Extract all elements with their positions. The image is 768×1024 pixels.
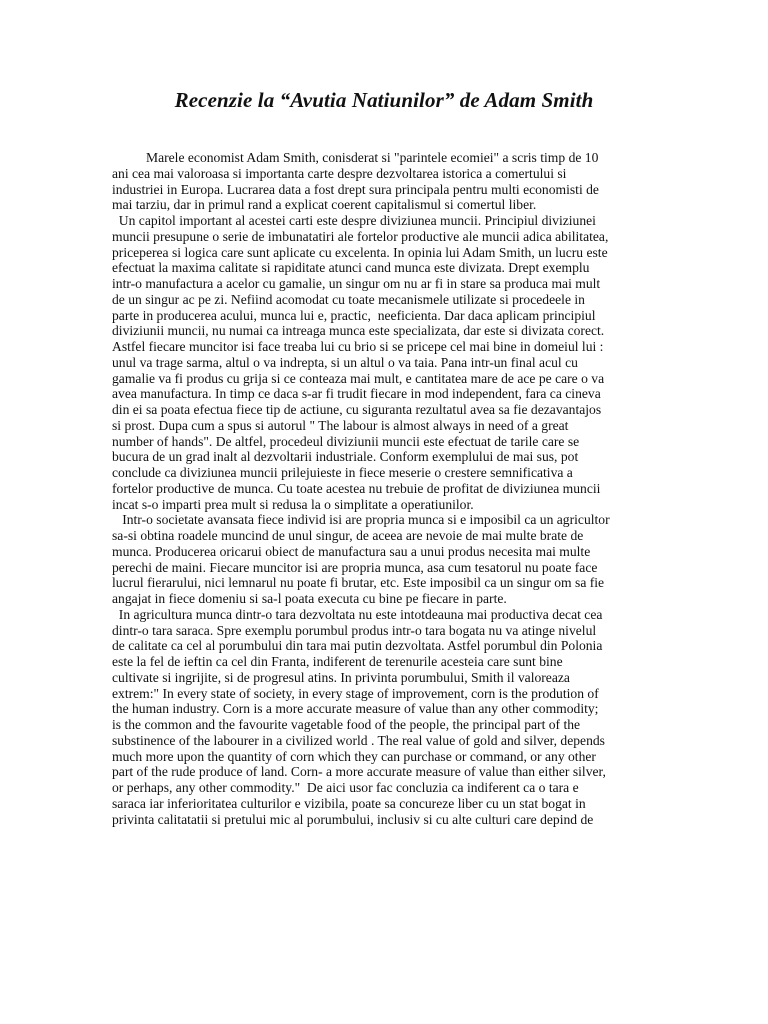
text-line: much more upon the quantity of corn which they can purchase or command, or any other (112, 748, 596, 764)
text-line: de un singur ac pe zi. Nefiind acomodat cu toate mecanismele utilizate si procedeele in (112, 291, 585, 307)
text-line: sa-si obtina roadele muncind de unul singur, de aceea are nevoie de mai multe brate de (112, 528, 584, 543)
text-line: fortelor productive de munca. Cu toate acestea nu trebuie de profitat de diviziunea muncii (112, 480, 601, 496)
text-line: saraca iar inferioritatea culturilor e vizibila, poate sa concureze liber cu un stat bogat in (112, 795, 586, 811)
text-line: extrem:" In every state of society, in every stage of improvement, corn is the prodution of (112, 685, 599, 701)
text-line: Un capitol important al acestei carti este despre diviziunea muncii. Principiul diviziunei (112, 213, 596, 228)
document-title: Recenzie la “Avutia Natiunilor” de Adam Smith (174, 88, 594, 112)
text-line: Astfel fiecare muncitor isi face treaba lui cu brio si se pricepe cel mai bine in domeiul lui : (112, 339, 604, 354)
text-line: mai tarziu, dar in primul rand a explicat coerent capitalismul si comertul liber. (112, 197, 537, 213)
text-line: cultivate si ingrijite, si de progresul atins. In privinta porumbului, Smith il valoreaza (112, 669, 570, 685)
text-line: In agricultura munca dintr-o tara dezvoltata nu este intotdeauna mai productiva decat cea (112, 606, 603, 622)
text-line: or perhaps, any other commodity." De aici usor fac concluzia ca indiferent ca o tara e (112, 780, 579, 795)
text-line: si prost. Dupa cum a spus si autorul " The labour is almost always in need of a great (112, 417, 569, 433)
text-line: lucrul fierarului, nici lemnarul nu poate fi brutar, etc. Este imposibil ca un singur om sa fie (112, 575, 605, 591)
text-line: intr-o manufactura a acelor cu gamalie, un singur om nu ar fi in stare sa produca mai mult (112, 276, 601, 291)
text-line: munca. Producerea oricarui obiect de manufactura sau a unui produs necesita mai multe (112, 543, 591, 559)
text-line: the human industry. Corn is a more accurate measure of value than any other commodity; (112, 701, 599, 717)
text-line: muncii presupune o serie de imbunatatiri ale fortelor productive ale muncii adica abilitatea, (112, 228, 609, 244)
text-line: dintr-o tara saraca. Spre exemplu porumbul produs intr-o tara bogata nu va atinge nivelul (112, 622, 597, 638)
text-line: substinence of the labourer in a civilized world . The real value of gold and silver, depends (112, 732, 605, 748)
text-line: privinta calitatatii si pretului mic al porumbului, inclusiv si cu alte culturi care depind de (112, 811, 594, 827)
text-line: is the common and the favourite vagetable food of the people, the principal part of the (112, 717, 581, 732)
text-line: priceperea si logica care sunt aplicate cu excelenta. In opinia lui Adam Smith, un lucru este (112, 244, 608, 260)
text-line: diviziunii muncii, nu numai ca intreaga munca este specializata, dar este si divizata corect. (112, 323, 605, 339)
text-line: gamalie va fi produs cu grija si ce conteaza mai mult, e cantitatea mare de ace pe care o va (112, 370, 605, 386)
text-line: industriei in Europa. Lucrarea data a fost drept sura principala pentru multi economisti de (112, 181, 599, 197)
text-line: de calitate ca cel al porumbului din tara mai putin dezvoltata. Astfel porumbul din Polonia (112, 638, 603, 654)
text-line: din ei sa poata efectua fiece tip de actiune, cu siguranta rezultatul avea sa fie dezavantajos (112, 402, 602, 417)
text-line: angajat in fiece domeniu si sa-l poata executa cu bine pe fiecare in parte. (112, 591, 507, 606)
text-line: Marele economist Adam Smith, conisderat si "parintele ecomiei" a scris timp de 10 (112, 150, 599, 165)
text-line: ani cea mai valoroasa si importanta carte despre dezvoltarea istorica a comertului si (112, 165, 567, 181)
text-line: number of hands". De altfel, procedeul diviziunii muncii este efectuat de tarile care se (112, 433, 580, 449)
text-line: efectuat la maxima calitate si rapiditate atunci cand munca este divizata. Drept exemplu (112, 260, 590, 276)
text-line: conclude ca diviziunea muncii prilejuieste in fiece meserie o crestere semnificativa a (112, 465, 573, 480)
text-line: bucura de un grad inalt al dezvoltarii industriale. Conform exemplului de mai sus, pot (112, 449, 579, 465)
document-body (112, 150, 658, 827)
text-line: incat s-o imparti prea mult si redusa la o simplitate a operatiunilor. (112, 496, 474, 512)
text-line: este la fel de ieftin ca cel din Franta, indiferent de terenurile acesteia care sunt bine (112, 654, 563, 669)
text-line: perechi de maini. Fiecare muncitor isi are propria munca, asa cum tesatorul nu poate face (112, 559, 598, 575)
text-line: parte in producerea acului, munca lui e, practic, neeficienta. Dar daca aplicam principiul (112, 307, 596, 323)
text-line: Intr-o societate avansata fiece individ isi are propria munca si e imposibil ca un agricultor (112, 512, 610, 528)
text-line: avea manufactura. In timp ce daca s-ar fi trudit fiecare in mod independent, fara ca cineva (112, 386, 601, 402)
text-line: part of the rude produce of land. Corn- a more accurate measure of value than either silver, (112, 764, 606, 780)
text-line: unul va trage sarma, altul o va indrepta, si un altul o va taia. Pana intr-un final acul cu (112, 354, 578, 370)
